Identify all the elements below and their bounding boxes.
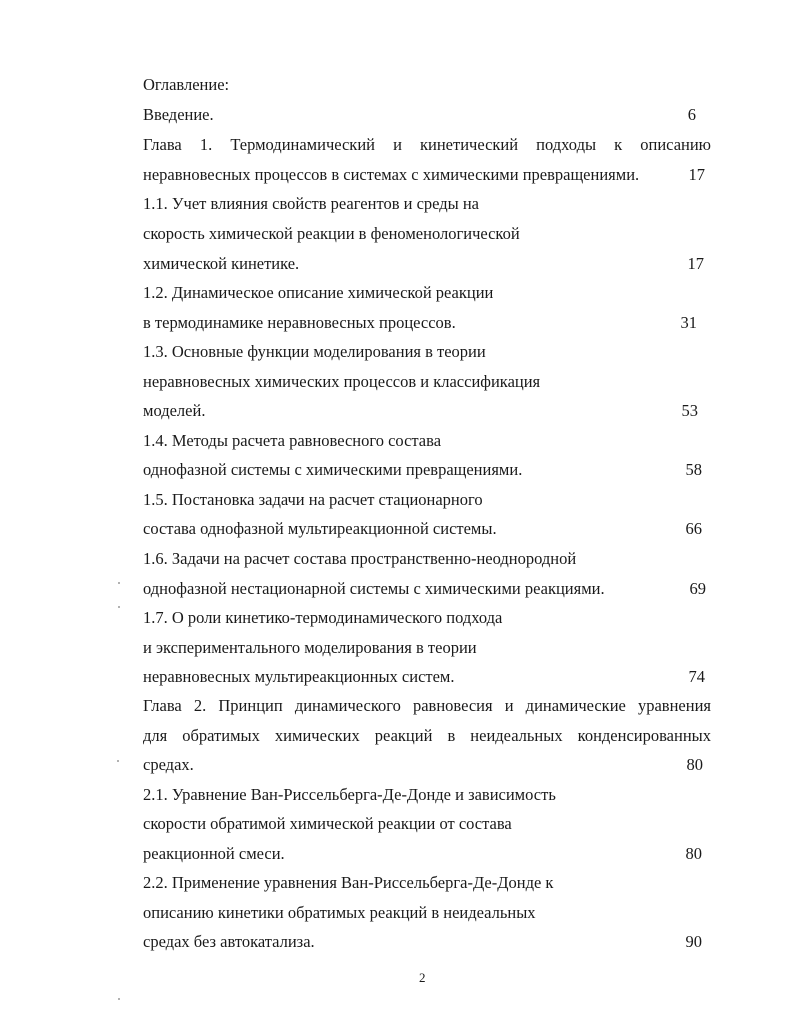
toc-s1-2-line-2: в термодинамике неравновесных процессов. xyxy=(143,313,456,332)
toc-ch1-line-2: неравновесных процессов в системах с химическими превращениями. xyxy=(143,165,640,184)
toc-ch2-line-1: Глава 2. Принцип динамического равновесия и динамические уравнения xyxy=(143,696,711,715)
toc-s2-1-page: 80 xyxy=(685,844,702,863)
toc-s1-3-line-2: неравновесных химических процессов и классификация xyxy=(143,372,541,391)
margin-speck xyxy=(118,606,120,608)
margin-speck xyxy=(118,582,120,584)
toc-s1-4-page: 58 xyxy=(685,460,702,479)
toc-s2-2-line-2: описанию кинетики обратимых реакций в неидеальных xyxy=(143,903,536,922)
toc-s2-1-line-3: реакционной смеси. xyxy=(143,844,285,863)
toc-s1-6-page: 69 xyxy=(689,579,706,598)
toc-s1-1-page: 17 xyxy=(687,254,704,273)
toc-s1-7-line-2: и экспериментального моделирования в теории xyxy=(143,638,477,657)
toc-intro-title: Введение. xyxy=(143,105,214,124)
toc-s2-2-page: 90 xyxy=(685,932,702,951)
toc-ch2-page: 80 xyxy=(686,755,703,774)
toc-s1-7-page: 74 xyxy=(688,667,705,686)
toc-ch1-page: 17 xyxy=(688,165,705,184)
toc-s1-4-line-2: однофазной системы с химическими превращениями. xyxy=(143,460,523,479)
toc-s2-1-line-2: скорости обратимой химической реакции от состава xyxy=(143,814,512,833)
toc-s1-4-line-1: 1.4. Методы расчета равновесного состава xyxy=(143,431,442,450)
toc-s2-2-line-3: средах без автокатализа. xyxy=(143,932,315,951)
toc-s1-3-line-1: 1.3. Основные функции моделирования в теории xyxy=(143,342,486,361)
toc-ch2-line-3: средах. xyxy=(143,755,194,774)
toc-s1-5-line-2: состава однофазной мультиреакционной системы. xyxy=(143,519,497,538)
toc-s1-2-page: 31 xyxy=(680,313,697,332)
toc-s1-7-line-1: 1.7. О роли кинетико-термодинамического подхода xyxy=(143,608,503,627)
toc-s1-6-line-1: 1.6. Задачи на расчет состава пространственно-неоднородной xyxy=(143,549,577,568)
toc-s1-5-line-1: 1.5. Постановка задачи на расчет стационарного xyxy=(143,490,483,509)
toc-ch1-line-1: Глава 1. Термодинамический и кинетический подходы к описанию xyxy=(143,135,711,154)
toc-s1-3-line-3: моделей. xyxy=(143,401,206,420)
toc-s1-1-line-1: 1.1. Учет влияния свойств реагентов и среды на xyxy=(143,194,480,213)
toc-s2-2-line-1: 2.2. Применение уравнения Ван-Риссельберга-Де-Донде к xyxy=(143,873,554,892)
margin-speck xyxy=(117,760,119,762)
toc-intro-page: 6 xyxy=(687,105,696,124)
toc-ch2-line-2: для обратимых химических реакций в неидеальных конденсированных xyxy=(143,726,711,745)
toc-s1-2-line-1: 1.2. Динамическое описание химической реакции xyxy=(143,283,494,302)
page-number: 2 xyxy=(419,970,426,985)
toc-s1-3-page: 53 xyxy=(681,401,698,420)
toc-s1-7-line-3: неравновесных мультиреакционных систем. xyxy=(143,667,455,686)
toc-s1-6-line-2: однофазной нестационарной системы с химическими реакциями. xyxy=(143,579,605,598)
toc-heading: Оглавление: xyxy=(143,75,230,94)
toc-s2-1-line-1: 2.1. Уравнение Ван-Риссельберга-Де-Донде и зависимость xyxy=(143,785,556,804)
toc-s1-1-line-3: химической кинетике. xyxy=(143,254,300,273)
toc-s1-1-line-2: скорость химической реакции в феноменологической xyxy=(143,224,520,243)
margin-speck xyxy=(118,998,120,1000)
toc-s1-5-page: 66 xyxy=(685,519,702,538)
